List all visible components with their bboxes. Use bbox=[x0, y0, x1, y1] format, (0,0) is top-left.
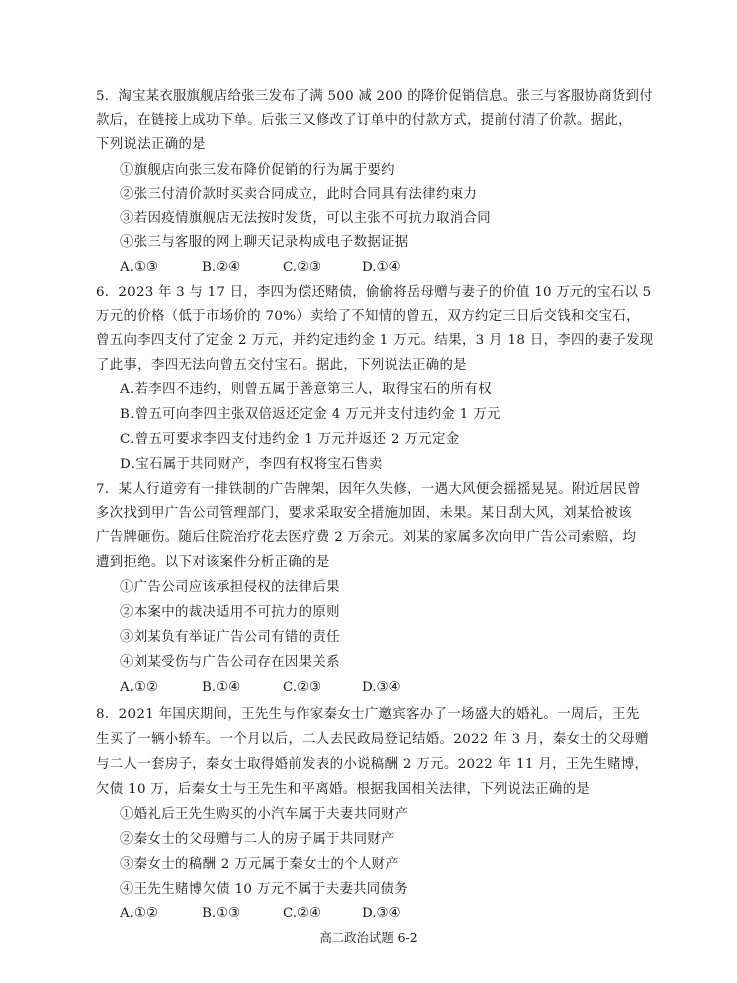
question-8-choice-d: D.③④ bbox=[362, 906, 401, 921]
question-7-stem-line-2: 多次找到甲广告公司管理部门，要求采取安全措施加固，未果。某日刮大风，刘某恰被该 bbox=[96, 506, 632, 521]
question-7-stem-line-1: 7．某人行道旁有一排铁制的广告牌架，因年久失修，一遇大风便会摇摇晃晃。附近居民曾 bbox=[96, 482, 641, 497]
question-8-option-3: ③秦女士的稿酬 2 万元属于秦女士的个人财产 bbox=[120, 857, 400, 872]
question-6-option-d: D.宝石属于共同财产，李四有权将宝石售卖 bbox=[120, 457, 383, 472]
question-7-choice-a: A.①② bbox=[120, 680, 158, 695]
question-5-choice-c: C.②③ bbox=[283, 260, 322, 275]
question-5-choice-a: A.①③ bbox=[120, 260, 158, 275]
question-7-choice-d: D.③④ bbox=[362, 680, 401, 695]
question-8-choice-a: A.①② bbox=[120, 906, 158, 921]
question-8-choice-c: C.②④ bbox=[283, 906, 322, 921]
question-7-option-3: ③刘某负有举证广告公司有错的责任 bbox=[120, 630, 340, 645]
question-6-stem-line-1: 6．2023 年 3 与 17 日，李四为偿还赌债，偷偷将岳母赠与妻子的价值 10 万元的宝石以 5 bbox=[96, 285, 652, 300]
question-8-stem-line-1: 8．2021 年国庆期间，王先生与作家秦女士广邀宾客办了一场盛大的婚礼。一周后，王先 bbox=[96, 707, 640, 722]
question-5-option-3: ③若因疫情旗舰店无法按时发货，可以主张不可抗力取消合同 bbox=[120, 211, 491, 226]
question-6-stem-line-4: 了此事，李四无法向曾五交付宝石。据此，下列说法正确的是 bbox=[96, 358, 467, 373]
page-footer: 高二政治试题 6-2 bbox=[319, 930, 418, 945]
question-8-option-2: ②秦女士的父母赠与二人的房子属于共同财产 bbox=[120, 832, 395, 847]
question-8-option-4: ④王先生赌博欠债 10 万元不属于夫妻共同债务 bbox=[120, 882, 409, 897]
question-7-stem-line-3: 广告牌砸伤。随后住院治疗花去医疗费 2 万余元。刘某的家属多次向甲广告公司索赔，均 bbox=[96, 530, 637, 545]
question-7-stem-line-4: 遭到拒绝。以下对该案件分析正确的是 bbox=[96, 555, 330, 570]
question-6-option-a: A.若李四不违约，则曾五属于善意第三人，取得宝石的所有权 bbox=[120, 382, 492, 397]
question-5-option-1: ①旗舰店向张三发布降价促销的行为属于要约 bbox=[120, 163, 395, 178]
question-7-option-2: ②本案中的裁决适用不可抗力的原则 bbox=[120, 605, 340, 620]
question-8-stem-line-2: 生买了一辆小轿车。一个月以后，二人去民政局登记结婚。2022 年 3 月，秦女士的父母赠 bbox=[96, 732, 649, 747]
question-7-choice-b: B.①④ bbox=[202, 680, 241, 695]
question-7-choice-c: C.②③ bbox=[283, 680, 322, 695]
question-8-option-1: ①婚礼后王先生购买的小汽车属于夫妻共同财产 bbox=[120, 807, 409, 822]
question-8-stem-line-4: 欠债 10 万，后秦女士与王先生和平离婚。根据我国相关法律，下列说法正确的是 bbox=[96, 782, 591, 797]
question-6-option-c: C.曾五可要求李四支付违约金 1 万元并返还 2 万元定金 bbox=[120, 432, 460, 447]
question-5-option-4: ④张三与客服的网上聊天记录构成电子数据证据 bbox=[120, 235, 409, 250]
question-5-choice-d: D.①④ bbox=[362, 260, 401, 275]
question-6-stem-line-3: 曾五向李四支付了定金 2 万元，并约定违约金 1 万元。结果，3 月 18 日，李四的妻子发现 bbox=[96, 333, 654, 348]
question-7-option-4: ④刘某受伤与广告公司存在因果关系 bbox=[120, 655, 340, 670]
question-5-option-2: ②张三付清价款时买卖合同成立，此时合同具有法律约束力 bbox=[120, 187, 478, 202]
question-5-stem-line-2: 款后，在链接上成功下单。后张三又修改了订单中的付款方式，提前付清了价款。据此， bbox=[96, 113, 632, 128]
question-5-stem-line-3: 下列说法正确的是 bbox=[96, 137, 206, 152]
question-5-stem-line-1: 5．淘宝某衣服旗舰店给张三发布了满 500 减 200 的降价促销信息。张三与客服协商货到付 bbox=[96, 89, 653, 104]
question-6-option-b: B.曾五可向李四主张双倍返还定金 4 万元并支付违约金 1 万元 bbox=[120, 407, 501, 422]
question-5-choice-b: B.②④ bbox=[202, 260, 241, 275]
question-7-option-1: ①广告公司应该承担侵权的法律后果 bbox=[120, 580, 340, 595]
question-6-stem-line-2: 万元的价格（低于市场价的 70%）卖给了不知情的曾五，双方约定三日后交钱和交宝石， bbox=[96, 309, 640, 324]
question-8-choice-b: B.①③ bbox=[202, 906, 241, 921]
question-8-stem-line-3: 与二人一套房子，秦女士取得婚前发表的小说稿酬 2 万元。2022 年 11 月，王先生赌博， bbox=[96, 757, 649, 772]
